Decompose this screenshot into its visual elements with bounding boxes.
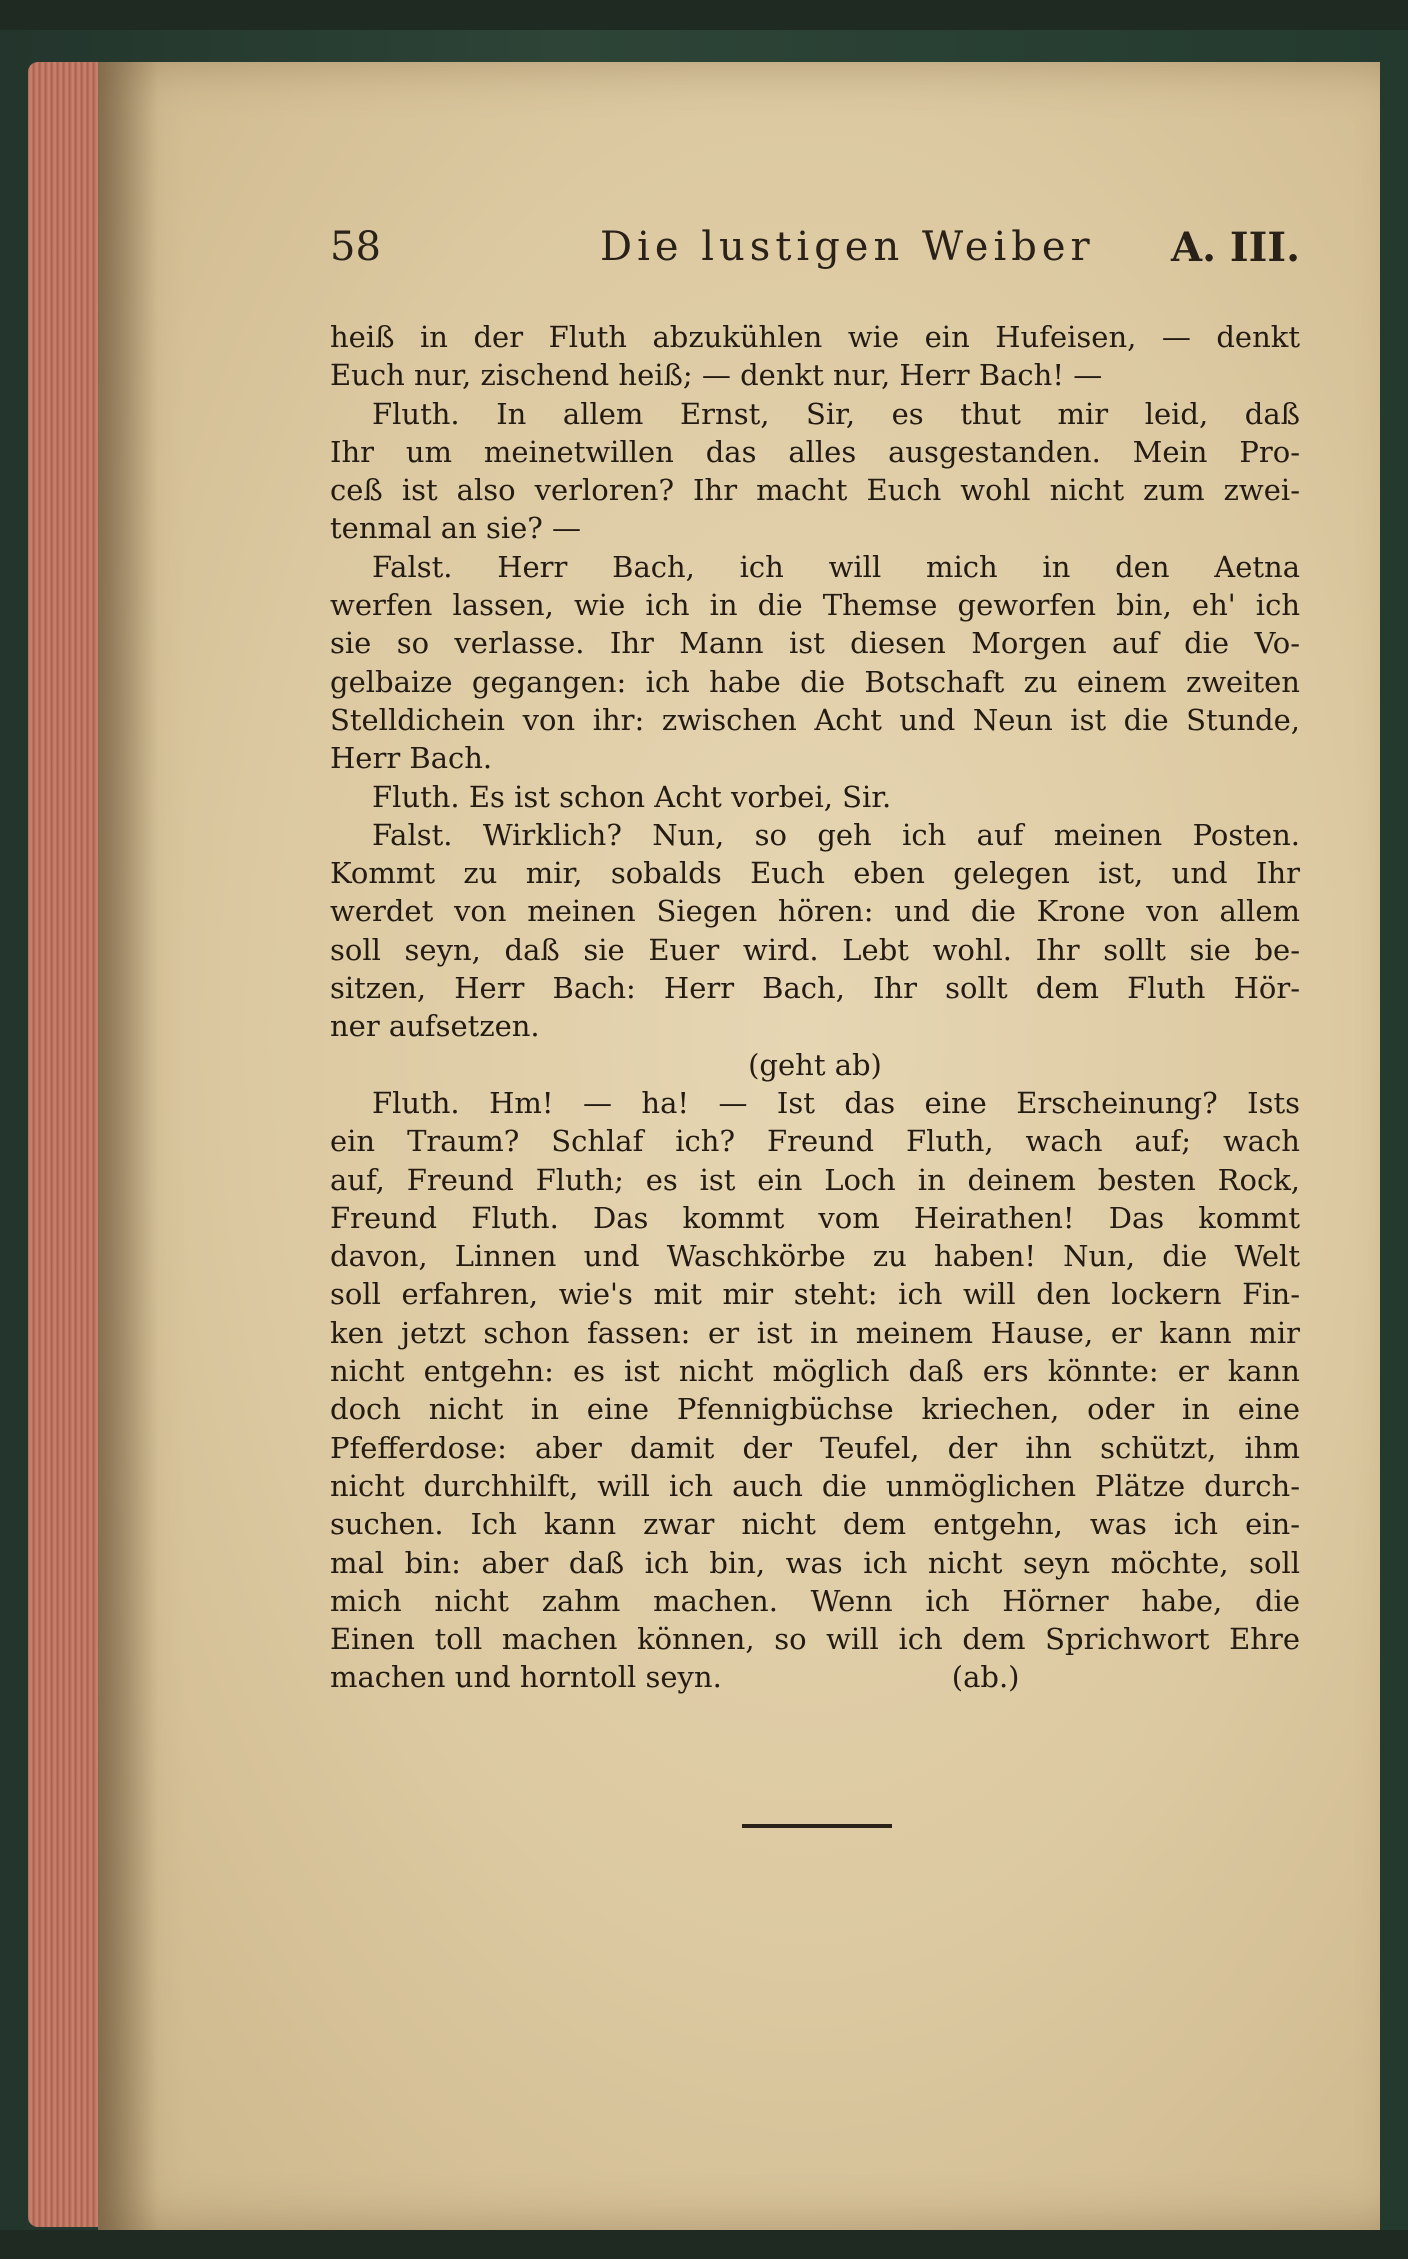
act-marker: A. III. (1171, 224, 1300, 271)
text-line: gelbaize gegangen: ich habe die Botschaft zu einem zweiten (330, 664, 1300, 699)
text-line: ner aufsetzen. (330, 1009, 540, 1044)
body-text (330, 318, 1300, 1697)
text-line: davon, Linnen und Waschkörbe zu haben! Nun, die Welt (330, 1239, 1300, 1274)
text-line: Fluth. In allem Ernst, Sir, es thut mir leid, daß (372, 396, 1300, 431)
text-line: Einen toll machen können, so will ich dem Sprichwort Ehre (330, 1622, 1300, 1657)
text-line: werdet von meinen Siegen hören: und die Krone von allem (330, 894, 1300, 929)
text-line: suchen. Ich kann zwar nicht dem entgehn, was ich ein- (330, 1507, 1300, 1542)
text-line: sitzen, Herr Bach: Herr Bach, Ihr sollt dem Fluth Hör- (330, 971, 1300, 1006)
text-line: mal bin: aber daß ich bin, was ich nicht seyn möchte, soll (330, 1545, 1300, 1580)
text-line: Euch nur, zischend heiß; — denkt nur, Herr Bach! — (330, 358, 1103, 393)
text-line: Ihr um meinetwillen das alles ausgestanden. Mein Pro- (330, 434, 1300, 469)
text-line: ein Traum? Schlaf ich? Freund Fluth, wach auf; wach (330, 1124, 1300, 1159)
text-line: auf, Freund Fluth; es ist ein Loch in deinem besten Rock, (330, 1162, 1300, 1197)
text-line: nicht entgehn: es ist nicht möglich daß ers könnte: er kann (330, 1354, 1300, 1389)
running-header (330, 224, 1300, 284)
text-line: Freund Fluth. Das kommt vom Heirathen! Das kommt (330, 1200, 1300, 1235)
text-line: sie so verlasse. Ihr Mann ist diesen Morgen auf die Vo- (330, 626, 1300, 661)
text-line: soll seyn, daß sie Euer wird. Lebt wohl. Ihr sollt sie be- (330, 932, 1300, 967)
text-line: Herr Bach. (330, 741, 493, 776)
stage-direction: (geht ab) (748, 1047, 882, 1082)
text-line: ceß ist also verloren? Ihr macht Euch wohl nicht zum zwei- (330, 473, 1300, 508)
text-line: doch nicht in eine Pfennigbüchse kriechen, oder in eine (330, 1392, 1300, 1427)
text-line: Falst. Herr Bach, ich will mich in den Aetna (372, 549, 1300, 584)
end-rule (742, 1824, 892, 1828)
text-line: machen und horntoll seyn. (330, 1660, 722, 1695)
text-line: Fluth. Es ist schon Acht vorbei, Sir. (372, 779, 892, 814)
stage-direction: (ab.) (951, 1660, 1020, 1695)
text-line: werfen lassen, wie ich in die Themse geworfen bin, eh' ich (330, 588, 1300, 623)
text-line: heiß in der Fluth abzukühlen wie ein Hufeisen, — denkt (330, 320, 1300, 354)
text-line: ken jetzt schon fassen: er ist in meinem Hause, er kann mir (330, 1315, 1300, 1350)
text-line: Fluth. Hm! — ha! — Ist das eine Erscheinung? Ists (372, 1085, 1300, 1120)
text-line: mich nicht zahm machen. Wenn ich Hörner habe, die (330, 1583, 1300, 1618)
final-line (330, 1658, 1300, 1696)
text-line: Kommt zu mir, sobalds Euch eben gelegen ist, und Ihr (330, 856, 1300, 891)
text-line: Pfefferdose: aber damit der Teufel, der ihn schützt, ihm (330, 1430, 1300, 1465)
text-line: nicht durchhilft, will ich auch die unmöglichen Plätze durch- (330, 1468, 1300, 1503)
text-line: soll erfahren, wie's mit mir steht: ich will den lockern Fin- (330, 1277, 1300, 1312)
text-line: Stelldichein von ihr: zwischen Acht und Neun ist die Stunde, (330, 702, 1300, 737)
text-line: tenmal an sie? — (330, 511, 582, 546)
gutter-shadow (98, 62, 158, 2230)
running-title: Die lustigen Weiber (600, 224, 1095, 270)
page-number: 58 (330, 224, 381, 270)
text-line: Falst. Wirklich? Nun, so geh ich auf meinen Posten. (372, 817, 1300, 852)
